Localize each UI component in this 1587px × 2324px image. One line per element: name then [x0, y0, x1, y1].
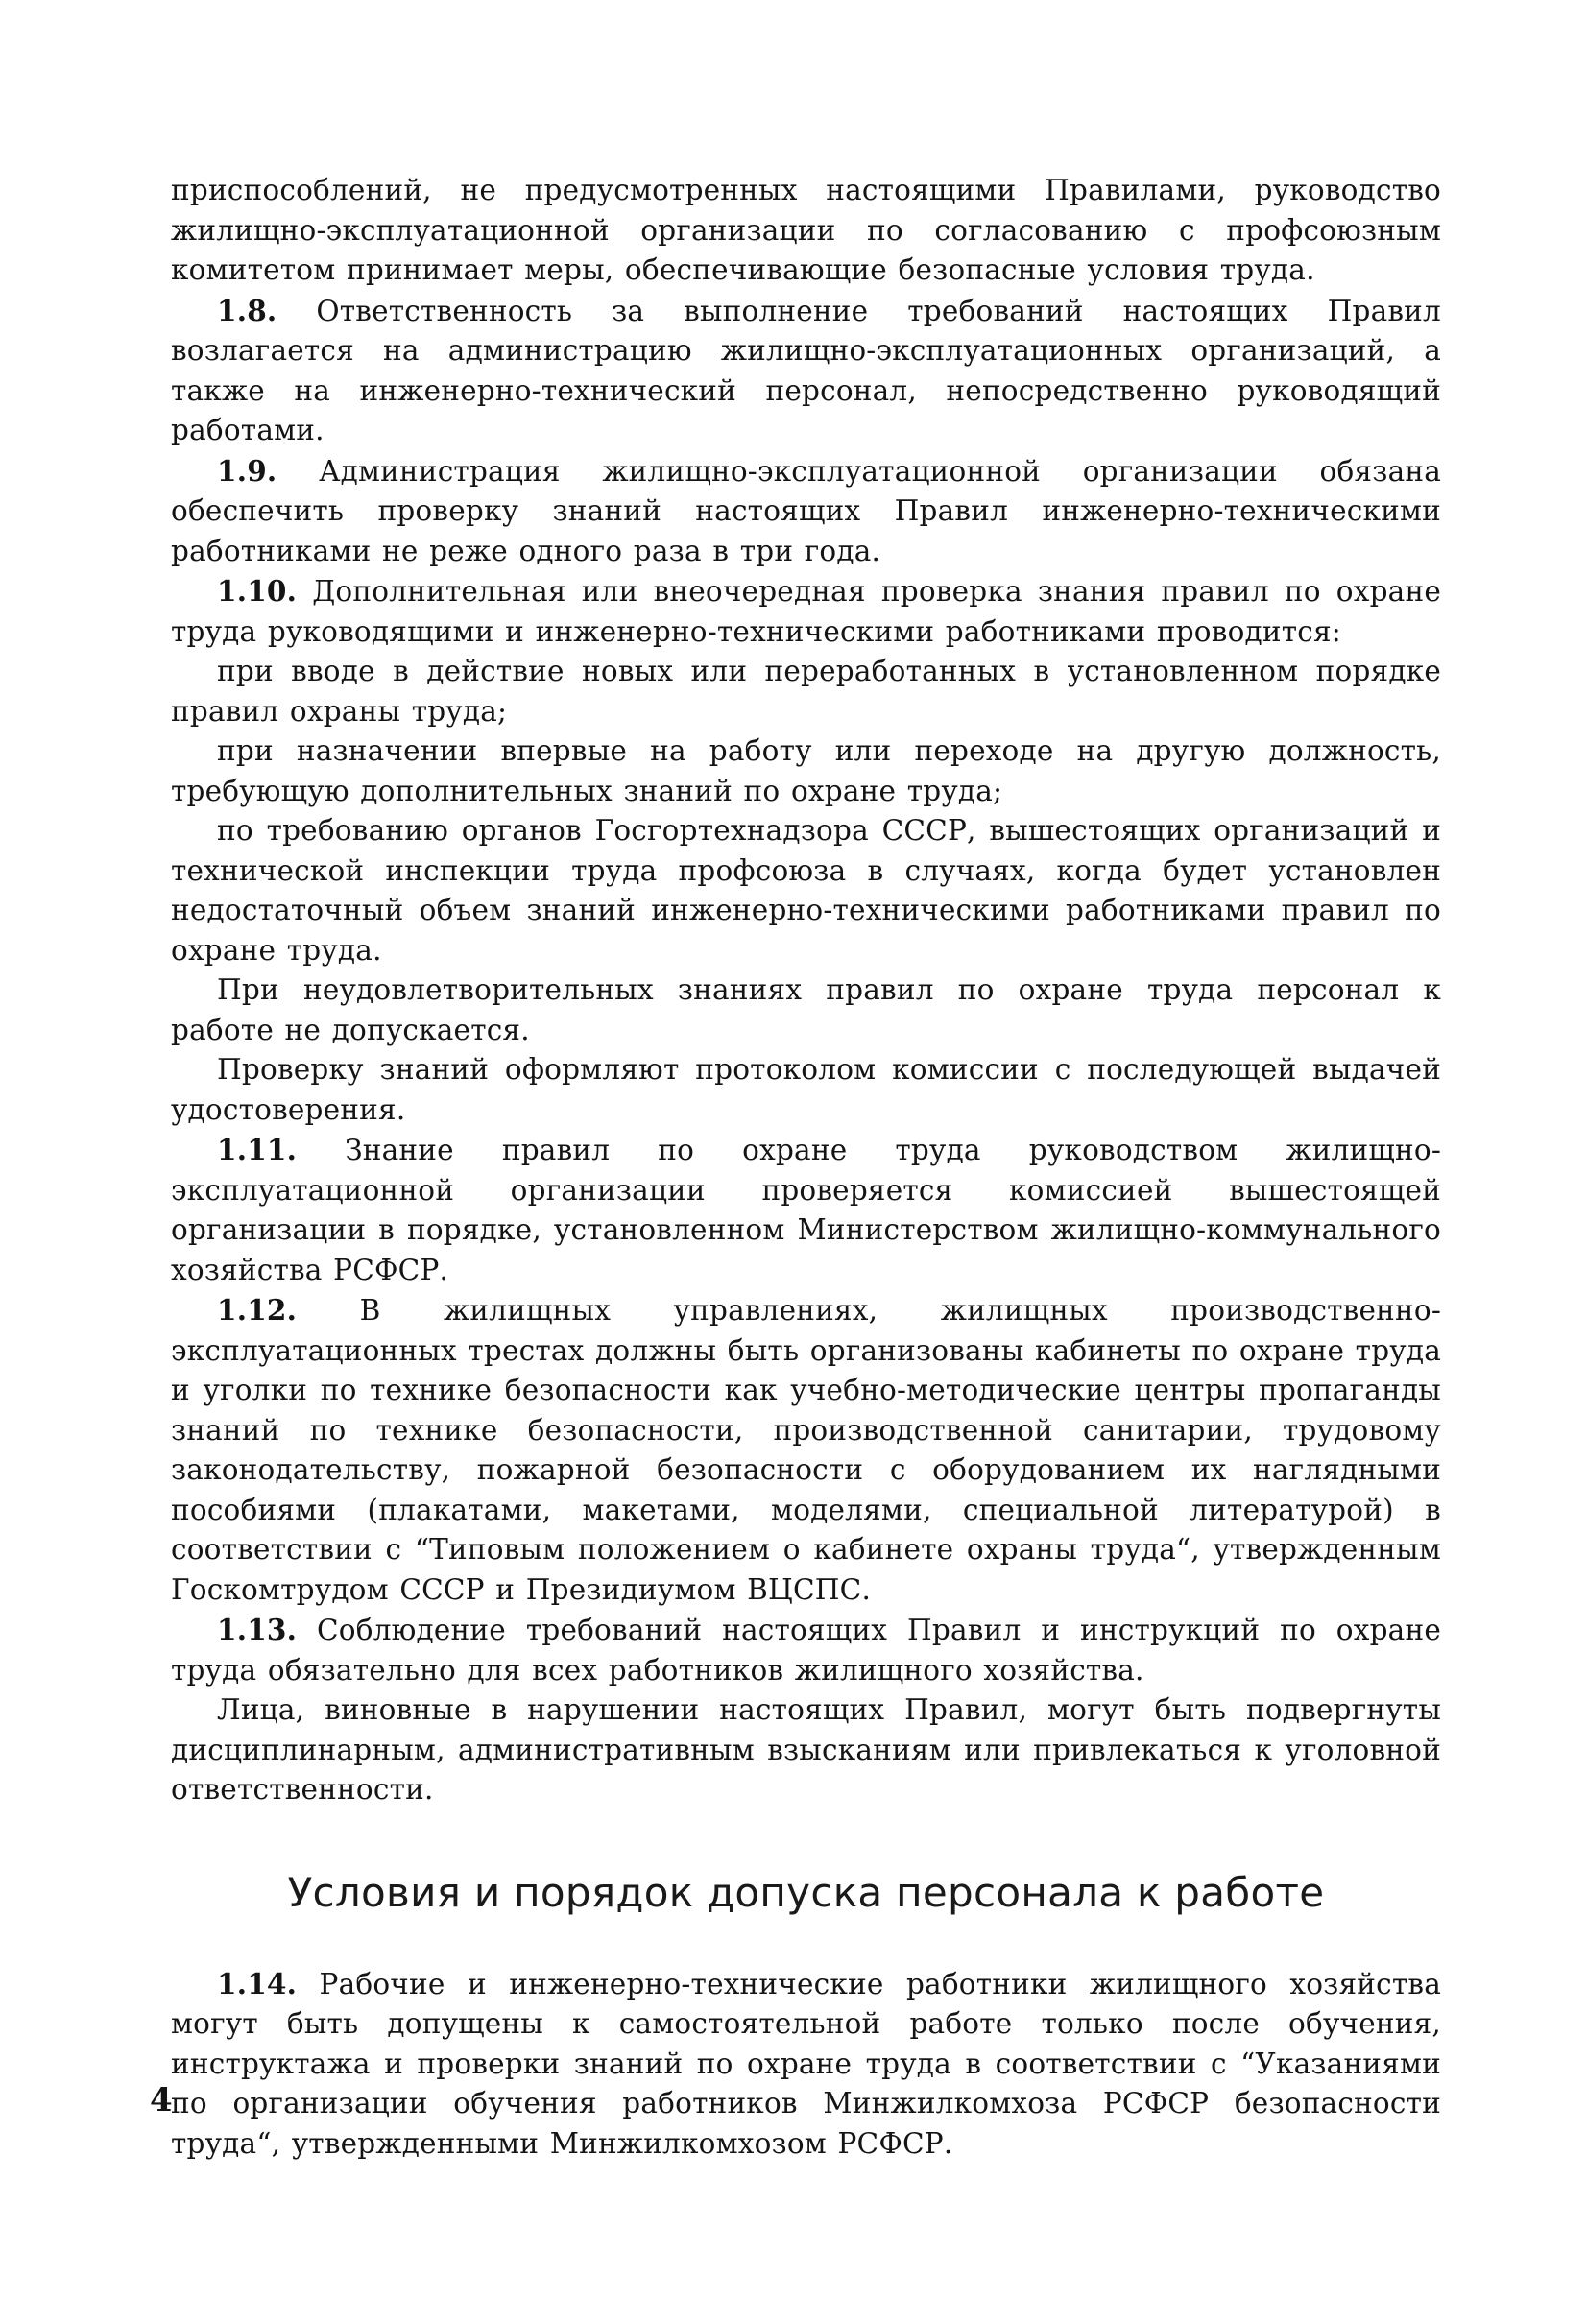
paragraph-1-9: 1.9. Администрация жилищно-эксплуатационной организации обязана обеспечить проверку знаний настоящих Правил инженерно-техническими работниками не реже одного раза в три года. [171, 453, 1441, 567]
clause-number: 1.13. [217, 1613, 298, 1646]
paragraph-1-12: 1.12. В жилищных управлениях, жилищных производственно-эксплуатационных трестах должны быть организованы кабинеты по охране труда и уголки по технике безопасности как учебно-методические центры пропаганды знаний по технике безопасности, производственной санитарии, трудовому законодательству, пожарной безопасности с оборудованием их наглядными пособиями (плакатами, макетами, моделями, специальной литературой) в соответствии с “Типовым положением о кабинете охраны труда“, утвержденным Госкомтрудом СССР и Президиумом ВЦСПС. [171, 1293, 1441, 1606]
body-text-bottom [171, 1964, 1441, 2165]
section-heading: Условия и порядок допуска персонала к работе [287, 1868, 1325, 1916]
list-item-by-request: по требованию органов Госгортехнадзора СССР, вышестоящих организаций и технической инспекции труда профсоюза в случаях, когда будет установлен недостаточный объем знаний инженерно-техническими работниками правил по охране труда. [171, 814, 1441, 967]
clause-number: 1.11. [217, 1133, 298, 1166]
paragraph-unsatisfactory: При неудовлетворительных знаниях правил по охране труда персонал к работе не допускается. [171, 973, 1441, 1046]
clause-number: 1.14. [217, 1966, 298, 2001]
paragraph-liability: Лица, виновные в нарушении настоящих Правил, могут быть подвергнуты дисциплинарным, административным взысканиям или привлекаться к уголовной ответственности. [171, 1693, 1441, 1806]
clause-number: 1.9. [217, 453, 277, 488]
paragraph-1-11: 1.11. Знание правил по охране труда руководством жилищно-эксплуатационной организации проверяется комиссией вышестоящей организации в порядке, установленном Министерством жилищно-коммунального хозяйства РСФСР. [171, 1133, 1441, 1286]
paragraph-1-13: 1.13. Соблюдение требований настоящих Правил и инструкций по охране труда обязательно для всех работников жилищного хозяйства. [171, 1613, 1441, 1687]
clause-number: 1.10. [217, 574, 298, 608]
paragraph-1-14: 1.14. Рабочие и инженерно-технические работники жилищного хозяйства могут быть допущены к самостоятельной работе только после обучения, инструктажа и проверки знаний по охране труда в соответствии с “Указаниями по организации обучения работников Минжилкомхоза РСФСР безопасности труда“, утвержденными Минжилкомхозом РСФСР. [171, 1966, 1441, 2160]
clause-number: 1.8. [217, 293, 277, 327]
list-item-new-rules: при вводе в действие новых или переработанных в установленном порядке правил охраны труда; [171, 655, 1441, 728]
paragraph-1-8: 1.8. Ответственность за выполнение требований настоящих Правил возлагается на администрацию жилищно-эксплуатационных организаций, а также на инженерно-технический персонал, непосредственно руководящий работами. [171, 293, 1441, 446]
paragraph-1-10: 1.10. Дополнительная или внеочередная проверка знания правил по охране труда руководящими и инженерно-техническими работниками проводится: [171, 574, 1441, 648]
list-item-new-position: при назначении впервые на работу или переходе на другую должность, требующую дополнительных знаний по охране труда; [171, 734, 1441, 807]
body-text-top [171, 171, 1441, 1810]
paragraph-0: приспособлений, не предусмотренных настоящими Правилами, руководство жилищно-эксплуатационной организации по согласованию с профсоюзным комитетом принимает меры, обеспечивающие безопасные условия труда. [171, 174, 1441, 286]
paragraph-protocol: Проверку знаний оформляют протоколом комиссии с последующей выдачей удостоверения. [171, 1053, 1441, 1126]
clause-number: 1.12. [217, 1293, 298, 1327]
page-number: 4 [150, 2081, 173, 2120]
